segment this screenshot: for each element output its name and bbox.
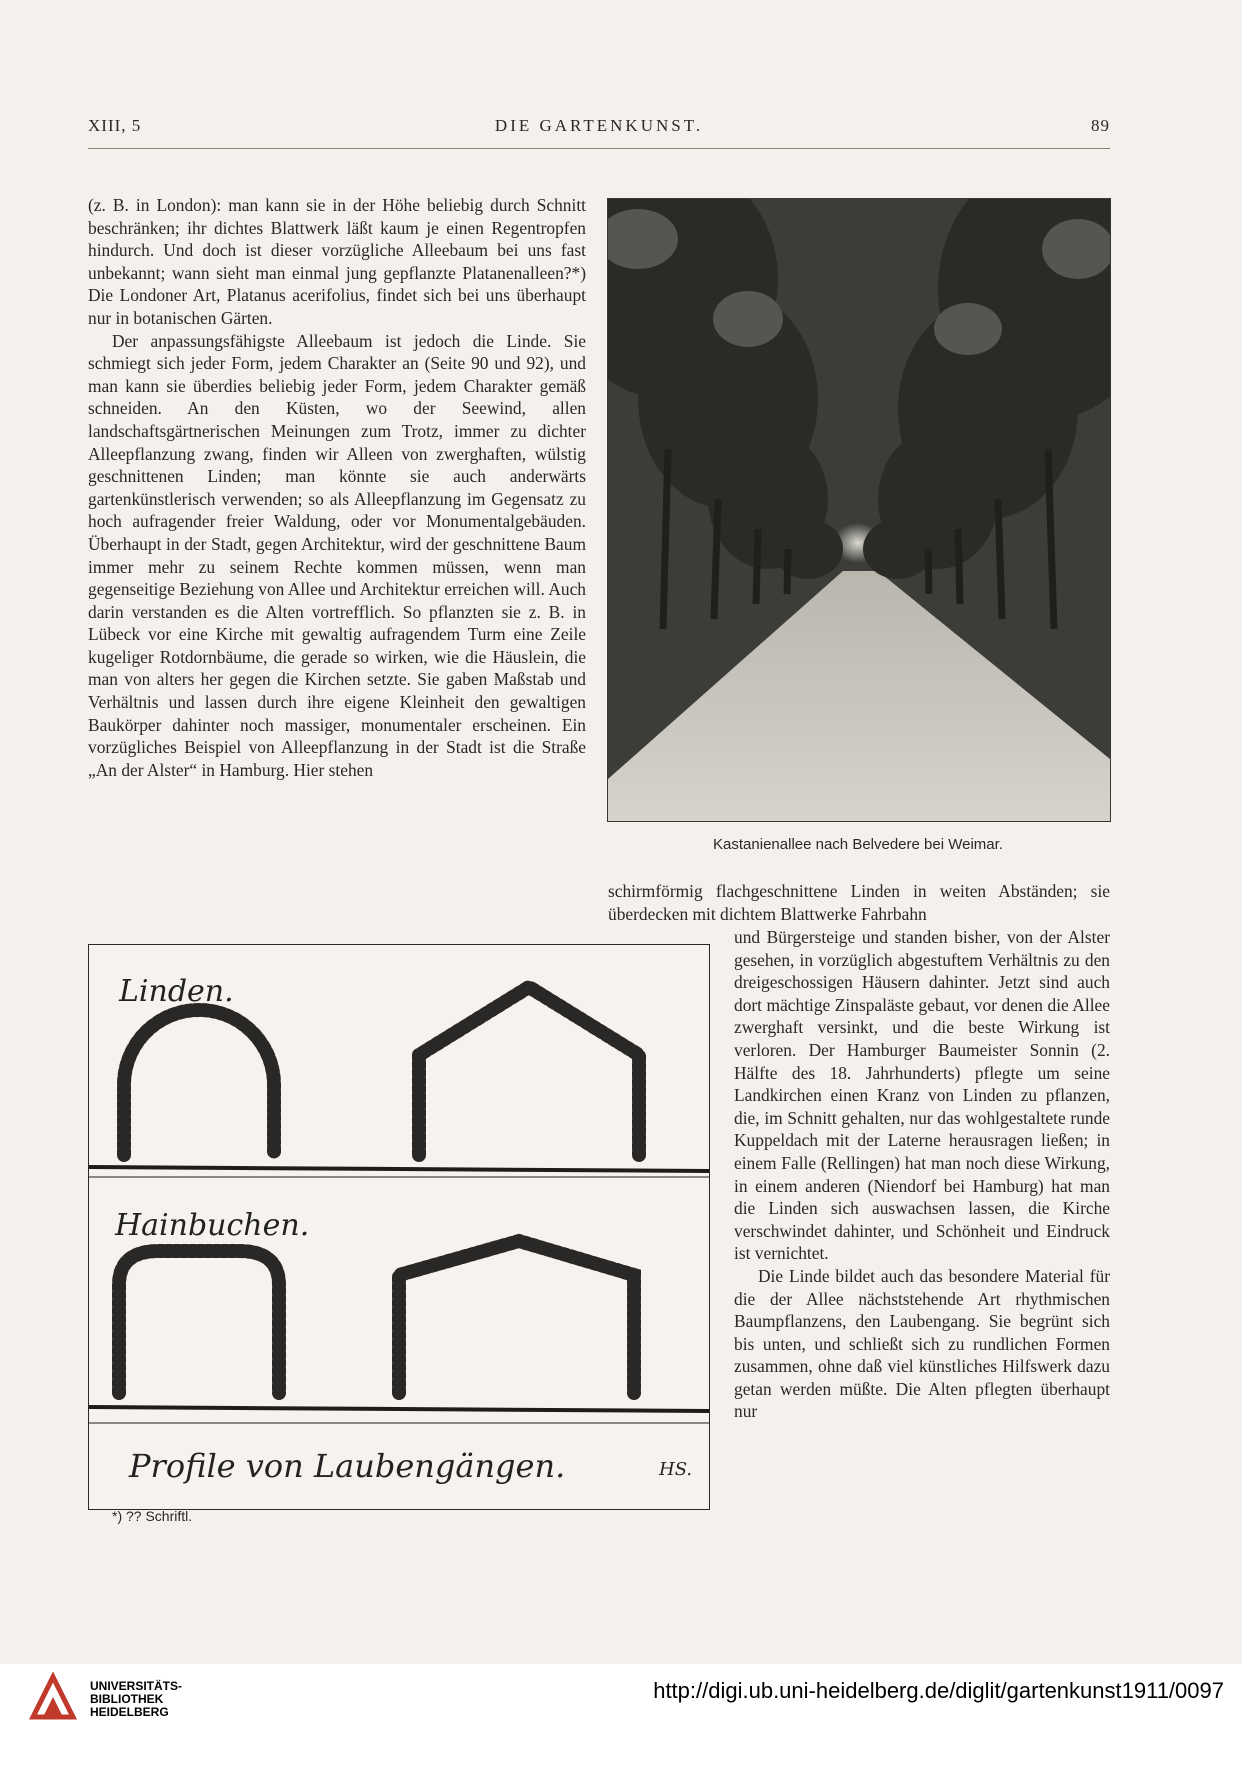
university-library-logo-icon <box>28 1672 78 1722</box>
footnote: *) ?? Schriftl. <box>112 1508 193 1524</box>
arbor-profile-drawing <box>88 944 710 1510</box>
avenue-photo <box>607 198 1111 822</box>
linden-round-arbor <box>124 1010 274 1155</box>
journal-title: DIE GARTENKUNST. <box>494 116 704 135</box>
photo-caption: Kastanienallee nach Belvedere bei Weimar. <box>713 836 1003 853</box>
hornbeam-gable-arbor <box>399 1241 634 1393</box>
paragraph: schirmförmig flachgeschnittene Linden in weiten Abständen; sie überdecken mit dichtem Blattwerke Fahrbahn <box>608 881 1110 924</box>
monogram: HS. <box>659 1459 693 1480</box>
paragraph: und Bürgersteige und standen bisher, von der Alster gesehen, in vorzüglich abgestuftem Verhältnis zu den dreigeschossigen Häusern dahinter. Jetzt sind auch dort mächtige Zinspaläste gebaut, vor denen die Allee zwerghaft versinkt, und die beste Wirkung ist verloren. Der Hamburger Baumeister Sonnin (2. Hälfte des 18. Jahrhunderts) pflegte um seine Landkirchen einen Kranz von Linden zu pflanzen, die, im Schnitt gehalten, nur das wohlgestaltete runde Kuppeldach mit der Laterne herausragen ließen; in einem Falle (Rellingen) hat man noch diese Wirkung, in einem anderen (Niendorf bei Hamburg) hat man die Linden sich auswachsen lassen, die Kirche verschwindet dahinter, und Schönheit und Eindruck ist vernichtet. <box>734 927 1110 1264</box>
header-rule <box>88 148 1110 149</box>
arbor-profiles-illustration <box>89 945 709 1509</box>
label-profiles: Profile von Laubengängen. <box>129 1447 566 1485</box>
paragraph: Der anpassungsfähigste Alleebaum ist jedoch die Linde. Sie schmiegt sich jeder Form, jedem Charakter an (Seite 90 und 92), und man kann sie überdies beliebig jeder Form, jedem Charakter gemäß schneiden. An den Küsten, wo der Seewind, allen landschaftsgärtnerischen Meinungen zum Trotz, immer zu dichter Alleepflanzung zwang, finden wir Alleen von zwerghaften, wülstig geschnittenen Linden; man könnte sie auch anderwärts gartenkünstlerisch verwenden; so als Alleepflanzung im Gegensatz zu hoch aufragender freier Waldung, oder vor Monumentalgebäuden. Überhaupt in der Stadt, gegen Architektur, wird der geschnittene Baum immer mehr zu seinem Rechte kommen müssen, wenn man gegenseitige Beziehung von Allee und Architektur erreichen will. Auch darin verstanden es die Alten vortrefflich. So pflanzten sie z. B. in Lübeck vor eine Kirche mit gewaltig aufragendem Turm eine Zeile kugeliger Rotdornbäume, die gerade so wirken, wie die Häuslein, die man von alters her gegen die Kirchen setzte. Sie gaben Maßstab und Verhältnis und lassen durch ihre eigene Kleinheit den gewaltigen Baukörper dahinter noch massiger, monumentaler erscheinen. Ein vorzügliches Beispiel von Alleepflanzung in der Stadt ist die Straße „An der Alster“ in Hamburg. Hier stehen <box>88 330 586 780</box>
paragraph: Die Linde bildet auch das besondere Material für die der Allee nächststehende Art rhythmischen Baumpflanzens, den Laubengang. Sie begrünt sich bis unten, und schließt sich zu rundlichen Formen zusammen, ohne daß viel künstliches Hilfswerk dazu getan werden müßte. Die Alten pflegten überhaupt nur <box>734 1265 1110 1422</box>
library-name: UNIVERSITÄTS- BIBLIOTHEK HEIDELBERG <box>90 1679 183 1719</box>
label-hainbuchen: Hainbuchen. <box>115 1208 310 1243</box>
page-number: 89 <box>1091 116 1110 135</box>
hornbeam-flat-arbor <box>119 1251 279 1393</box>
label-linden: Linden. <box>119 974 234 1009</box>
source-url-link[interactable]: http://digi.ub.uni-heidelberg.de/diglit/gartenkunst1911/0097 <box>653 1678 1224 1703</box>
volume-number: XIII, 5 <box>88 116 142 135</box>
paragraph: (z. B. in London): man kann sie in der Höhe beliebig durch Schnitt beschränken; ihr dichtes Blattwerk läßt kaum je einen Regentropfen hindurch. Und doch ist dieser vorzügliche Alleebaum bei uns fast unbekannt; wann sieht man einmal jung gepflanzte Platanenalleen?*) Die Londoner Art, Platanus acerifolius, findet sich bei uns überhaupt nur in botanischen Gärten. <box>88 195 586 328</box>
left-column-text <box>88 194 586 781</box>
right-column-continuation <box>608 880 1110 925</box>
chestnut-avenue-image <box>608 199 1110 821</box>
linden-pointed-arbor <box>419 987 639 1155</box>
right-column-text <box>734 926 1110 1423</box>
running-header <box>88 116 1110 144</box>
